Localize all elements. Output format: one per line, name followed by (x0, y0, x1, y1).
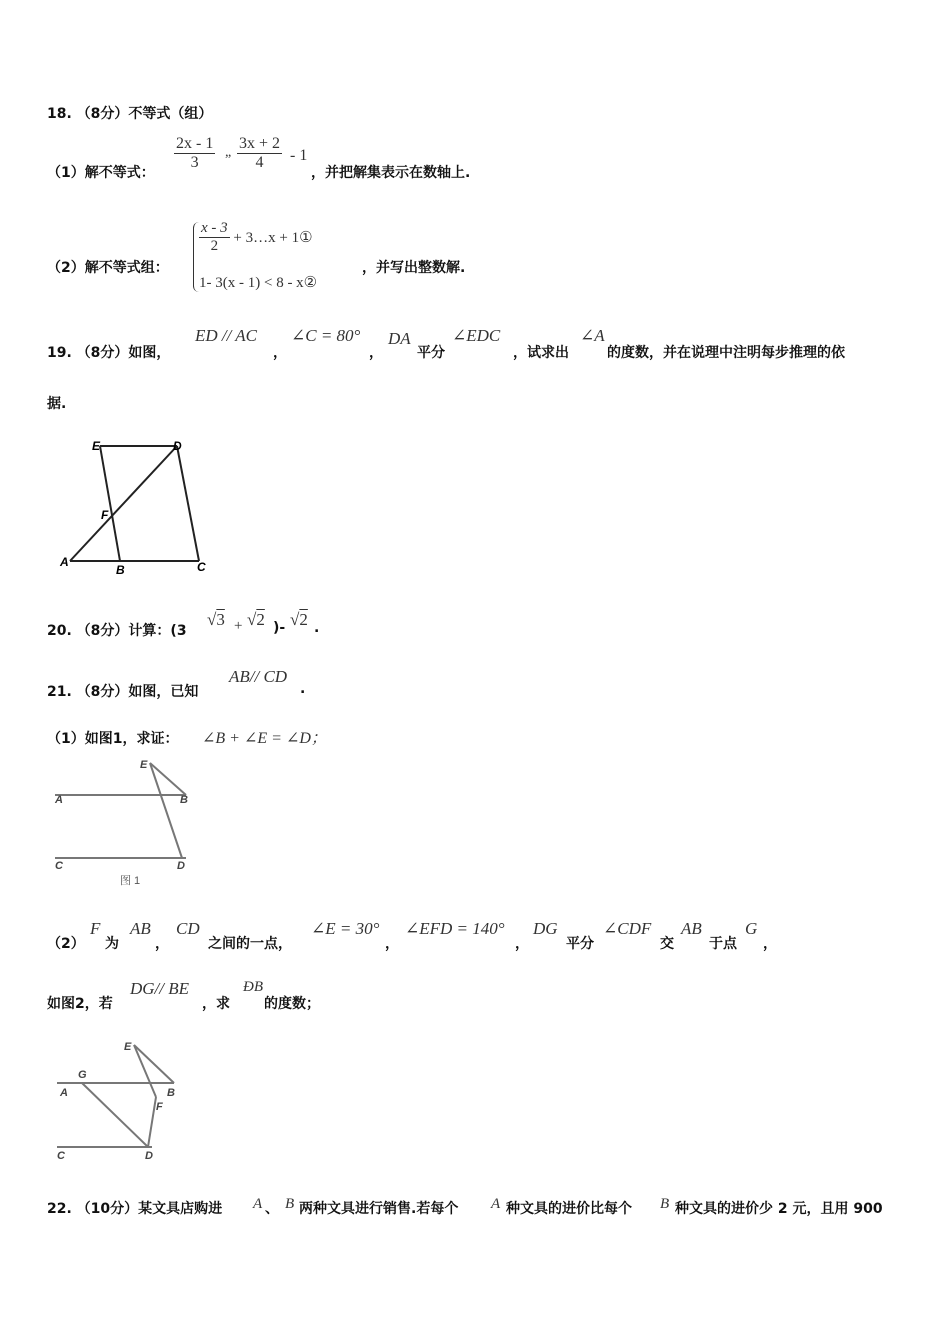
q20-sqrt2b-radicand: 2 (299, 610, 308, 629)
fig1-label-c: C (55, 860, 63, 872)
q22-math-a-2: A (491, 1196, 501, 1212)
q21-prefix: 21. （8分）如图，已知 (47, 684, 199, 700)
q20-sqrt3: √3 (207, 610, 225, 629)
q21-math-angle-efd: ∠EFD = 140° (405, 919, 505, 938)
q18-part2-suffix: ，并写出整数解. (362, 260, 466, 276)
q18-part1-rhs-fraction (237, 135, 282, 172)
label-b: B (116, 563, 125, 577)
q18-system-row1 (199, 220, 313, 255)
fig2-label-b: B (167, 1087, 175, 1099)
q19-math-da: DA (388, 329, 411, 348)
label-f: F (101, 508, 109, 522)
segment-ef (134, 1045, 156, 1097)
q21-math-g: G (745, 919, 758, 938)
q20-plus: + (234, 618, 243, 634)
q22-text-dun: 、 (265, 1201, 279, 1217)
q21-part2-line2 (47, 977, 447, 1013)
q21-comma-4: ， (763, 936, 777, 952)
q21-end: . (300, 681, 306, 697)
q21-math-dg-be: DG// BE (130, 979, 190, 998)
q21-math-dg: DG (533, 919, 558, 938)
q22-math-b-2: B (660, 1196, 670, 1212)
q18-system-row2: 1- 3(x - 1) < 8 - x② (199, 275, 318, 291)
q19-comma-1: ， (273, 345, 287, 361)
q18-row1-rest: + 3…x + 1① (233, 230, 313, 246)
q18-part2 (47, 220, 517, 295)
fig2-label-g: G (78, 1069, 87, 1081)
q20-close: )- (273, 620, 286, 636)
q21-text-bisects: 平分 (566, 936, 594, 952)
q18-part1-suffix: ，并把解集表示在数轴上. (311, 165, 471, 181)
label-d: D (173, 439, 182, 453)
q21-figure2 (52, 1035, 202, 1165)
q18-relation: „ (225, 145, 232, 160)
q20-sqrt2-radicand: 2 (256, 610, 265, 629)
q18-part2-label: （2）解不等式组： (47, 260, 169, 276)
q19-comma-2: ， (369, 345, 383, 361)
q22-text-4: 种文具的进价少 2 元，且用 900 (675, 1201, 883, 1217)
q19-line2: 据. (47, 396, 67, 412)
q21-text-wei: 为 (105, 936, 119, 952)
q21-text-meets: 交 (660, 936, 674, 952)
q21-math-ab-2: AB (681, 919, 702, 938)
q19-prefix: 19. （8分）如图， (47, 345, 171, 361)
segment-eb (100, 446, 120, 561)
q21-figure1 (50, 755, 210, 890)
q19-math-angle-c: ∠C = 80° (291, 326, 361, 345)
segment-eb (134, 1045, 174, 1083)
fig1-label-d: D (177, 860, 185, 872)
q21-part1-math: ∠B + ∠E = ∠D； (202, 730, 327, 747)
q18-minus-one: - 1 (290, 147, 308, 164)
q21-comma-3: ， (515, 936, 529, 952)
fig1-label-a: A (55, 794, 63, 806)
q18-row1-numerator: x - 3 (201, 220, 228, 236)
q20-sqrt2: √2 (247, 610, 265, 629)
q20-sqrt2b: √2 (290, 610, 308, 629)
q21-line (47, 667, 367, 702)
q21-part2-prefix: （2） (47, 936, 85, 952)
q19-figure (55, 433, 225, 578)
fig2-label-c: C (57, 1150, 65, 1162)
q19-math-ed-ac: ED // AC (195, 326, 258, 345)
q18-part1-lhs-fraction (174, 135, 215, 172)
q21-math-ab-cd: AB// CD (229, 667, 288, 686)
label-c: C (197, 560, 206, 574)
segment-ad (70, 446, 177, 561)
q22-line (47, 1196, 937, 1218)
q21-text-at-point: 于点 (709, 936, 737, 952)
q21-comma-1: ， (155, 936, 169, 952)
q22-math-a: A (253, 1196, 263, 1212)
q18-title: 18. （8分）不等式（组） (47, 106, 213, 122)
label-e: E (92, 439, 101, 453)
q19-line1 (47, 326, 917, 366)
q21-part1-label: （1）如图1，求证： (47, 731, 179, 747)
q18-row1-denominator: 2 (210, 238, 219, 254)
q21-math-angle-e: ∠E = 30° (311, 919, 380, 938)
q21-text-degree: 的度数； (264, 996, 320, 1012)
segment-dc (177, 446, 199, 561)
q21-math-f: F (90, 919, 101, 938)
q22-text-3: 种文具的进价比每个 (506, 1201, 632, 1217)
q22-math-b: B (285, 1196, 295, 1212)
fig1-label-b: B (180, 794, 188, 806)
q21-math-cd: CD (176, 919, 200, 938)
q22-prefix: 22. （10分）某文具店购进 (47, 1201, 223, 1217)
q21-part2-line1 (47, 915, 927, 951)
q20-prefix: 20. （8分）计算：(3 (47, 623, 187, 639)
q20-end: . (314, 620, 320, 636)
q20-line (47, 610, 367, 640)
q18-part1-label: （1）解不等式： (47, 165, 155, 181)
segment-gd (82, 1083, 148, 1147)
q18-lhs-denominator: 3 (190, 154, 199, 171)
q21-text-find: ，求 (202, 996, 230, 1012)
label-a: A (60, 555, 69, 569)
fig2-label-e: E (124, 1041, 132, 1053)
fig2-label-f: F (156, 1101, 163, 1113)
q20-sqrt3-radicand: 3 (216, 610, 225, 629)
q19-math-edc: ∠EDC (452, 326, 501, 345)
q18-lhs-numerator: 2x - 1 (176, 135, 214, 152)
q21-math-angle-b: ÐB (243, 979, 263, 995)
q21-math-angle-cdf: ∠CDF (603, 919, 652, 938)
q18-rhs-denominator: 4 (255, 154, 264, 171)
q19-find: ，试求出 (513, 345, 569, 361)
q22-text-2: 两种文具进行销售.若每个 (299, 1201, 459, 1217)
q21-text-between: 之间的一点， (208, 936, 292, 952)
q21-comma-2: ， (385, 936, 399, 952)
fig2-label-d: D (145, 1150, 153, 1162)
fig2-label-a: A (60, 1087, 68, 1099)
q21-part1 (47, 725, 367, 749)
q19-bisects: 平分 (417, 345, 445, 361)
q21-math-ab: AB (130, 919, 151, 938)
fig1-label-e: E (140, 759, 148, 771)
q19-text: 的度数，并在说理中注明每步推理的依 (607, 345, 845, 361)
q21-figure2-ref: 如图2，若 (47, 996, 113, 1012)
segment-fd (148, 1097, 156, 1147)
q18-rhs-numerator: 3x + 2 (239, 135, 281, 152)
fig1-caption: 图 1 (120, 875, 141, 887)
q19-math-angle-a: ∠A (580, 326, 605, 345)
